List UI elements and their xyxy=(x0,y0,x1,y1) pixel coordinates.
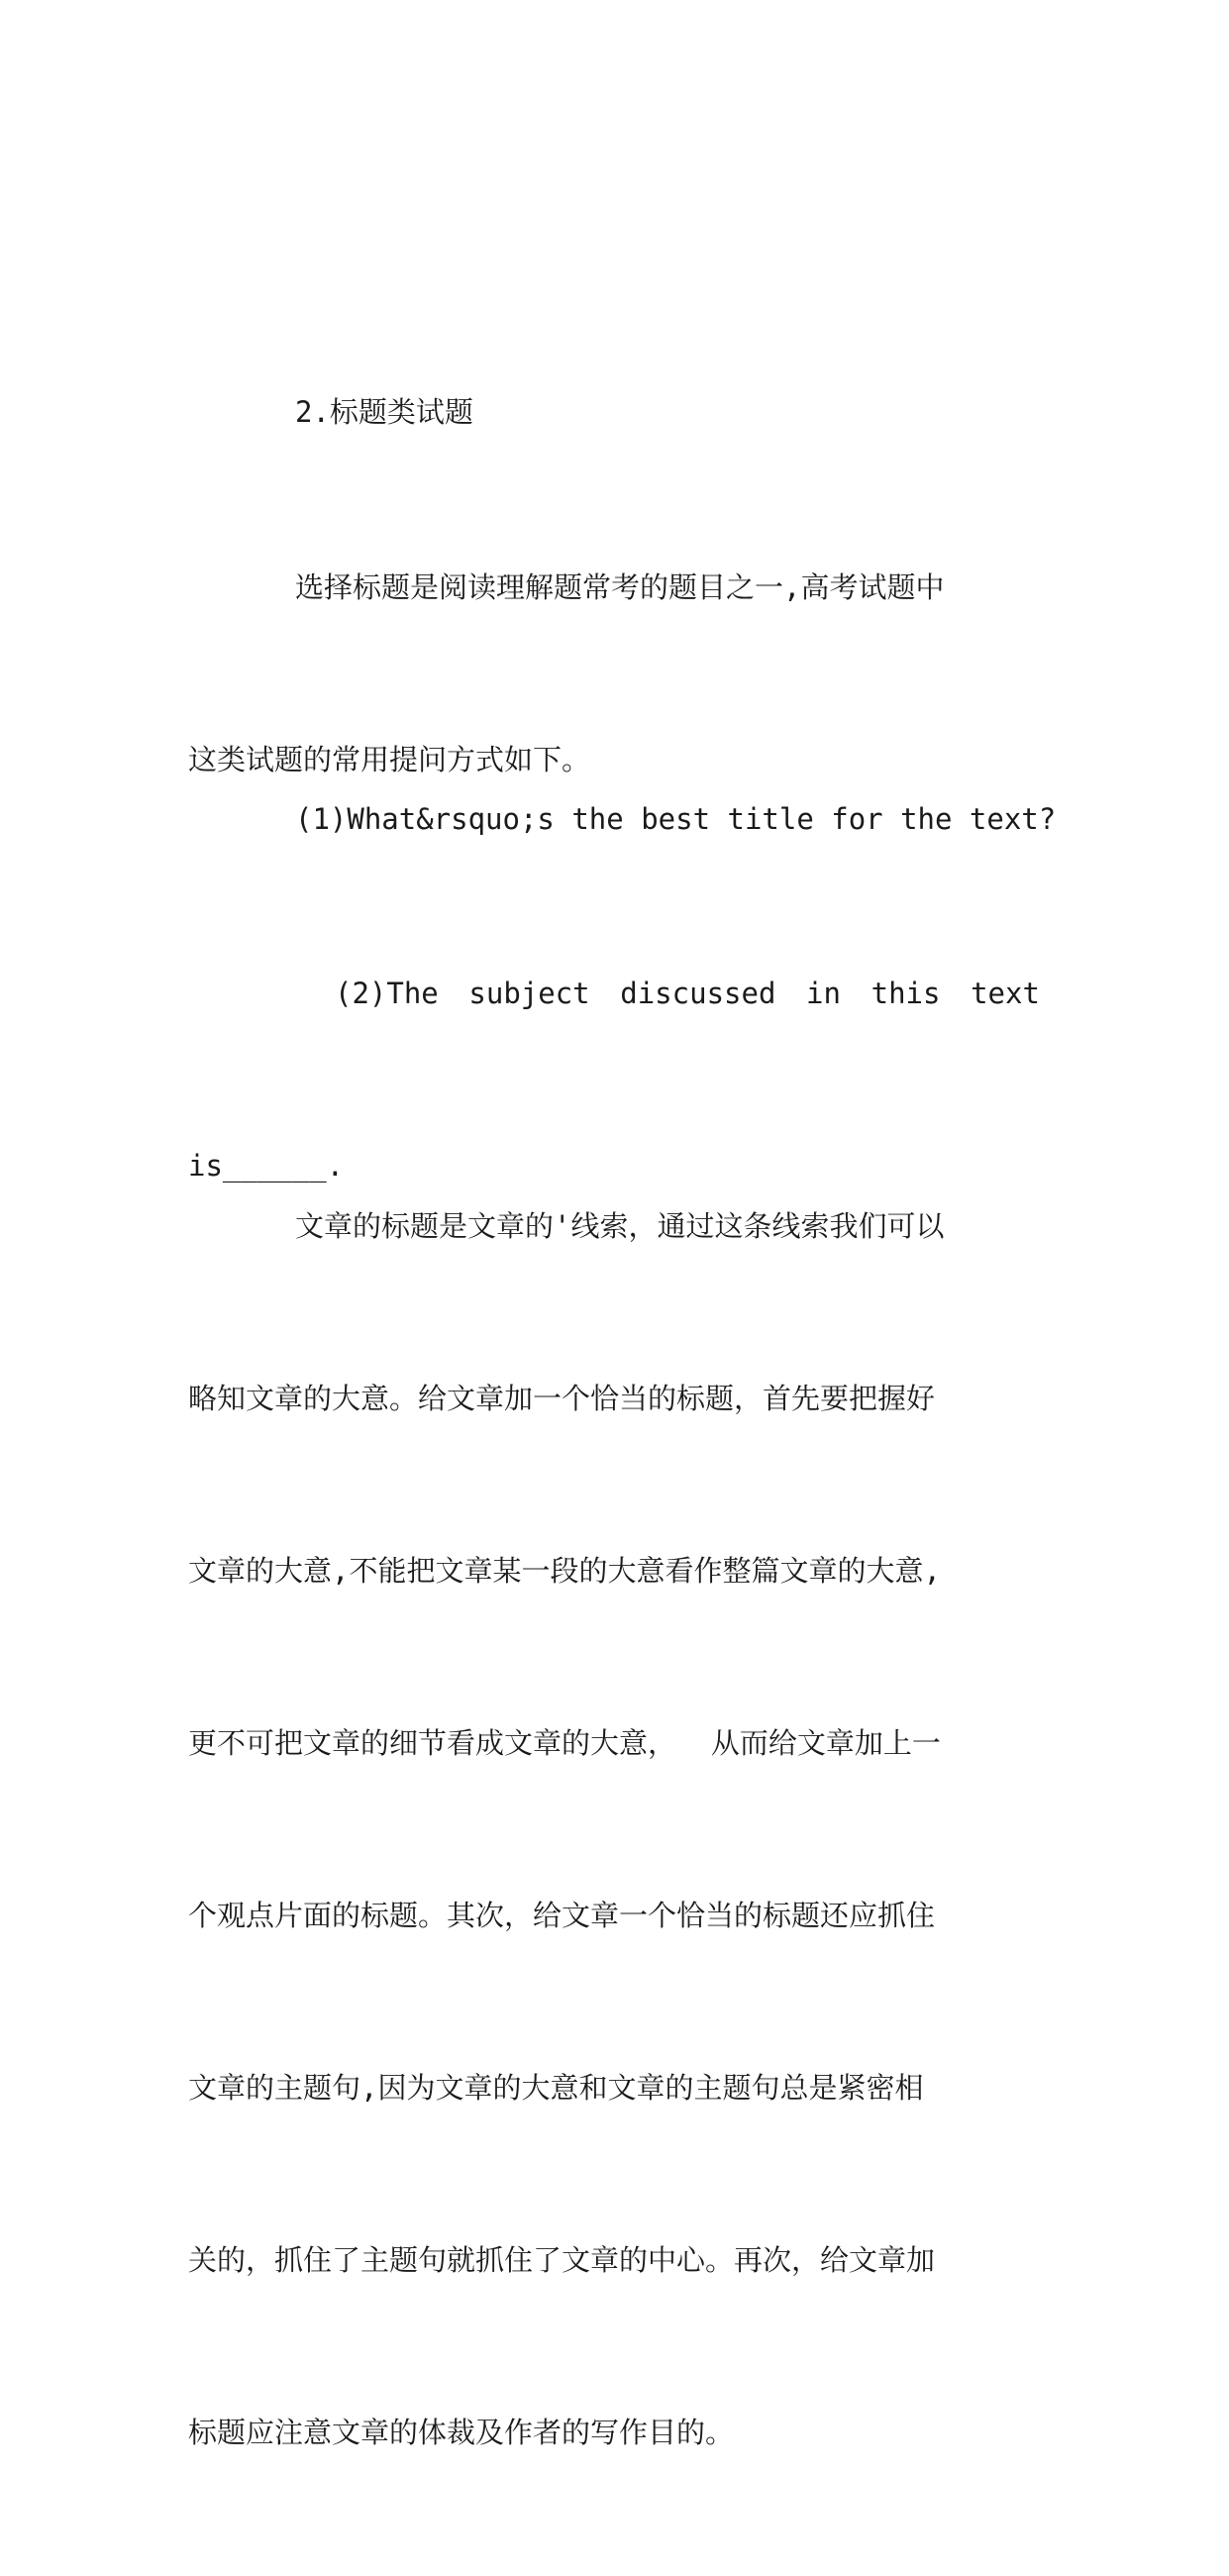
intro-line: 这类试题的常用提问方式如下。 xyxy=(188,743,591,776)
body-line: 标题应注意文章的体裁及作者的写作目的。 xyxy=(188,2416,735,2449)
question-2-word: (2)The xyxy=(335,977,439,1010)
question-2-word: discussed xyxy=(620,977,776,1010)
question-2-line xyxy=(188,965,1040,1022)
body-line: 文章的标题是文章的'线索，通过这条线索我们可以 xyxy=(295,1209,945,1243)
body-paragraph xyxy=(188,1082,1040,2576)
body-line: 文章的主题句,因为文章的大意和文章的主题句总是紧密相 xyxy=(188,2071,924,2105)
question-2-tail: is______. xyxy=(188,1149,345,1183)
question-2-word: text xyxy=(971,977,1040,1010)
question-1-text: (1)What&rsquo;s the best title for the text? xyxy=(295,802,1057,836)
heading-text: 2.标题类试题 xyxy=(295,395,473,429)
question-2-word: this xyxy=(871,977,941,1010)
body-line: 个观点片面的标题。其次，给文章一个恰当的标题还应抓住 xyxy=(188,1899,936,1932)
question-2-word: subject xyxy=(468,977,590,1010)
intro-line: 选择标题是阅读理解题常考的题目之一,高考试题中 xyxy=(295,570,945,604)
body-line: 更不可把文章的细节看成文章的大意， 从而给文章加上一 xyxy=(188,1726,941,1760)
body-line: 文章的大意,不能把文章某一段的大意看作整篇文章的大意, xyxy=(188,1554,941,1588)
body-line: 略知文章的大意。给文章加一个恰当的标题，首先要把握好 xyxy=(188,1382,936,1415)
body-line: 关的，抓住了主题句就抓住了文章的中心。再次，给文章加 xyxy=(188,2243,936,2277)
question-2-word: in xyxy=(806,977,841,1010)
